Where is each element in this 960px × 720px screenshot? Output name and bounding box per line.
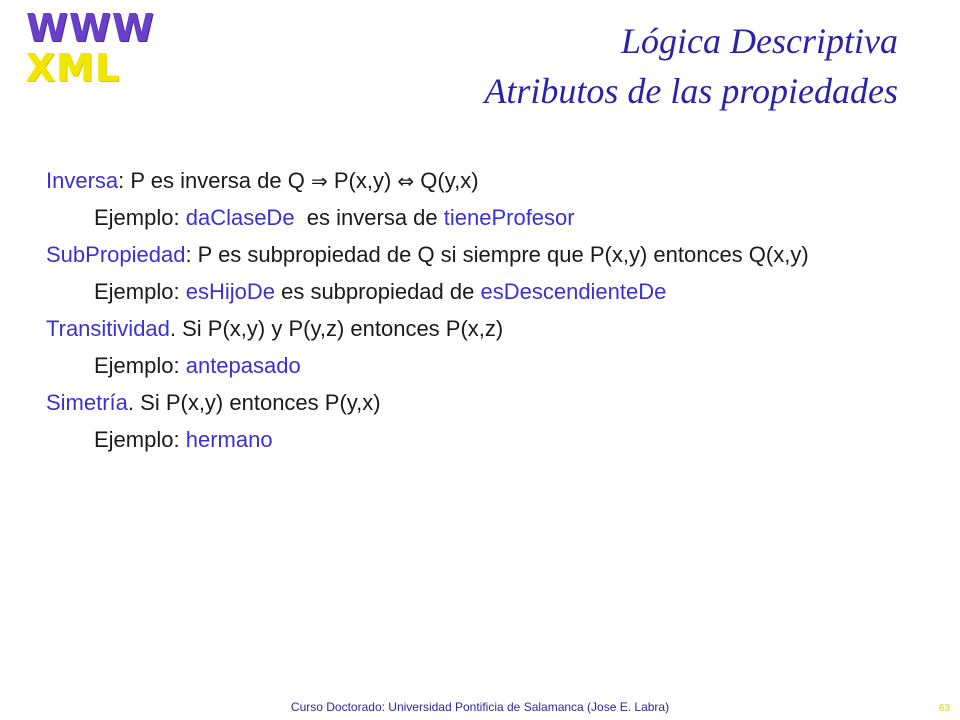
example-hermano: hermano bbox=[185, 427, 273, 452]
item-transitividad bbox=[46, 316, 906, 342]
implies-symbol: ⇒ bbox=[310, 169, 328, 193]
footer-text: Curso Doctorado: Universidad Pontificia de Salamanca (Jose E. Labra) bbox=[290, 700, 670, 714]
slide-title bbox=[484, 16, 898, 116]
example-label: Ejemplo: bbox=[94, 427, 186, 452]
example-simetria bbox=[46, 427, 906, 453]
simetria-text: . Si P(x,y) entonces P(y,x) bbox=[127, 390, 381, 415]
inversa-text: : P es inversa de Q bbox=[118, 168, 311, 193]
logo-www-text: WWW bbox=[26, 6, 155, 50]
term-inversa: Inversa bbox=[46, 168, 119, 193]
item-simetria bbox=[46, 390, 906, 416]
www-xml-logo bbox=[26, 6, 155, 92]
iff-symbol: ⇔ bbox=[397, 169, 415, 193]
item-subpropiedad bbox=[46, 242, 906, 268]
example-transitividad bbox=[46, 353, 906, 379]
subpropiedad-text: : P es subpropiedad de Q si siempre que P(x,y) entonces Q(x,y) bbox=[185, 242, 809, 267]
example-esdescendientede: esDescendienteDe bbox=[480, 279, 667, 304]
example-label: Ejemplo: bbox=[94, 279, 186, 304]
example-subpropiedad-mid: es subpropiedad de bbox=[274, 279, 481, 304]
example-inversa bbox=[46, 205, 906, 231]
example-label: Ejemplo: bbox=[94, 353, 186, 378]
example-eshijode: esHijoDe bbox=[185, 279, 275, 304]
transitividad-text: . Si P(x,y) y P(y,z) entonces P(x,z) bbox=[169, 316, 504, 341]
example-subpropiedad bbox=[46, 279, 906, 305]
example-dacLasede: daClaseDe bbox=[185, 205, 295, 230]
example-tieneprofesor: tieneProfesor bbox=[443, 205, 575, 230]
inversa-end: Q(y,x) bbox=[414, 168, 479, 193]
term-transitividad: Transitividad bbox=[46, 316, 170, 341]
slide-content bbox=[46, 168, 906, 464]
title-line-2: Atributos de las propiedades bbox=[484, 71, 898, 111]
example-antepasado: antepasado bbox=[185, 353, 301, 378]
title-line-1: Lógica Descriptiva bbox=[621, 21, 898, 61]
page-number: 63 bbox=[938, 703, 950, 714]
item-inversa bbox=[46, 168, 906, 194]
logo-xml-text: XML bbox=[26, 46, 121, 90]
inversa-mid: P(x,y) bbox=[327, 168, 398, 193]
term-simetria: Simetría bbox=[46, 390, 128, 415]
example-label: Ejemplo: bbox=[94, 205, 186, 230]
example-inversa-mid: es inversa de bbox=[294, 205, 444, 230]
term-subpropiedad: SubPropiedad bbox=[46, 242, 186, 267]
